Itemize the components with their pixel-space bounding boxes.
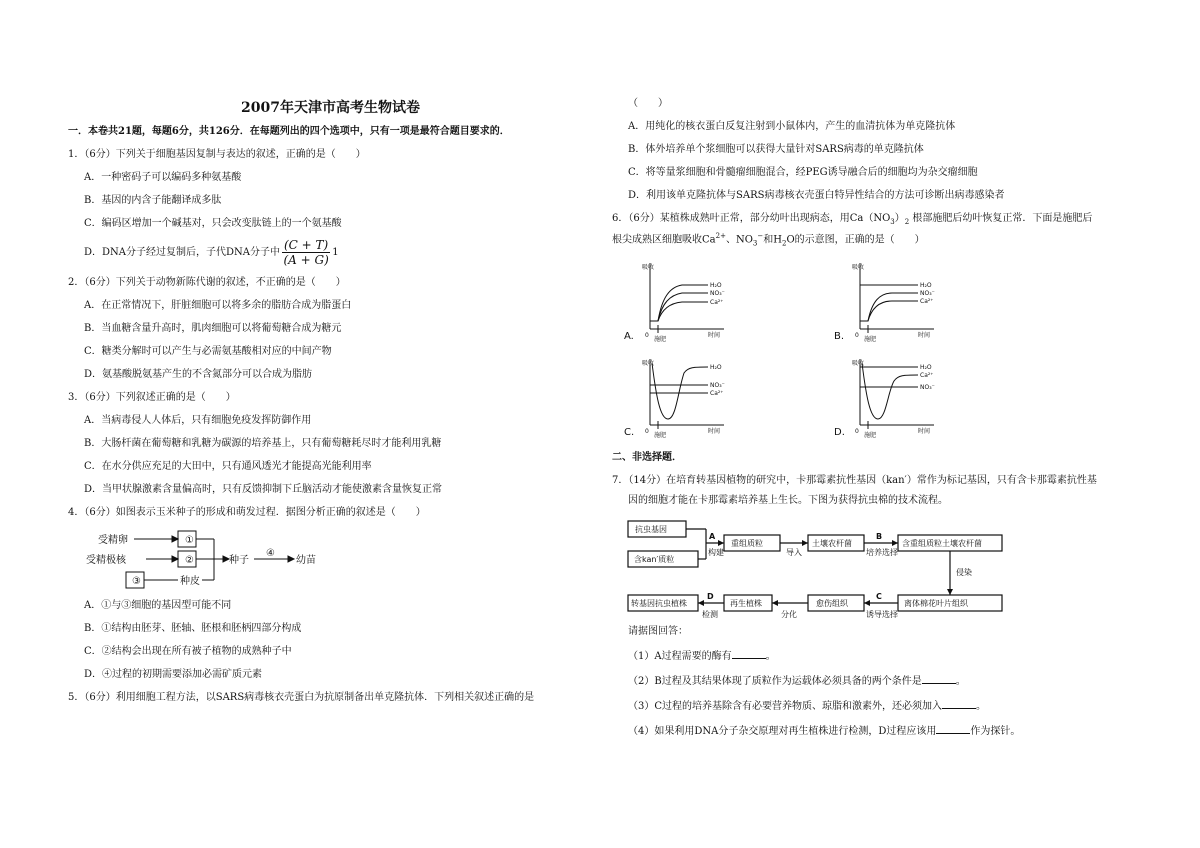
absorption-graphs (612, 259, 1137, 449)
no3-label: NO₃⁻ (920, 290, 935, 298)
label-n3: ③ (132, 576, 141, 587)
answer-blank[interactable] (732, 648, 766, 659)
question-5-stem: 5．（6分）利用细胞工程方法，以SARS病毒核衣壳蛋白为抗原制备出单克隆抗体．下列相关叙述正确的是 (68, 692, 535, 703)
left-column (68, 97, 593, 714)
box-plasmid: 含kan′质粒 (634, 555, 675, 565)
page-title: 2007年天津市高考生物试卷 (241, 100, 420, 116)
no3-label: NO₃⁻ (710, 290, 725, 298)
box-final: 转基因抗虫植株 (631, 599, 687, 609)
answer-blank[interactable] (922, 673, 956, 684)
q5-option-a: A．用纯化的核衣蛋白反复注射到小鼠体内，产生的血清抗体为单克隆抗体 (628, 121, 956, 132)
box-callus: 愈伤组织 (816, 599, 848, 609)
question-6-stem: 6．（6分）某植株成熟叶正常，部分幼叶出现病态，用$Ca(NO_3)_2$ 根部施肥后幼叶恢复正常．下面是施肥后 根尖成熟区细胞吸收$Ca^{2+}$、$NO_3^-$和$H_2O$的示意图，正确的是（ ） (612, 213, 1093, 248)
box-leaf: 离体棉花叶片组织 (904, 599, 968, 609)
zero-label: 0 (855, 332, 859, 340)
q5-option-d: D．利用该单克隆抗体与SARS病毒核衣壳蛋白特异性结合的方法可诊断出病毒感染者 (628, 190, 1005, 201)
seed-formation-diagram (84, 529, 344, 595)
label-seedling: 幼苗 (296, 555, 316, 566)
x-label: 时间 (708, 428, 721, 436)
q3-option-d: D．当甲状腺激素含量偏高时，只有反馈抑制下丘脑活动才能使激素含量恢复正常 (84, 484, 443, 495)
x-label: 时间 (708, 332, 721, 340)
q4-option-a: A．①与③细胞的基因型可能不同 (84, 600, 232, 611)
section-heading-1: 一．本卷共21题，每题6分，共126分．在每题列出的四个选项中，只有一项是最符合题目要求的． (68, 126, 510, 137)
h2o-label: H₂O (710, 364, 722, 372)
question-2-stem: 2．（6分）下列关于动物新陈代谢的叙述，不正确的是（ ） (68, 277, 346, 288)
q2-option-a: A．在正常情况下，肝脏细胞可以将多余的脂肪合成为脂蛋白 (84, 300, 352, 311)
box-regen: 再生植株 (730, 599, 762, 609)
q7-subquestion-2: （2）B过程及其结果体现了质粒作为运载体必须具备的两个条件是 。 (628, 673, 1137, 689)
q2-option-c: C．糖类分解时可以产生与必需氨基酸相对应的中间产物 (84, 346, 332, 357)
label-seed-coat: 种皮 (180, 576, 200, 587)
step-d: D (707, 592, 714, 602)
q7-prompt: 请据图回答： (628, 626, 688, 638)
cotton-flowchart (626, 517, 1006, 621)
section-heading-2: 二、非选择题． (612, 452, 682, 464)
ca-label: Ca²⁺ (920, 298, 934, 306)
q5-option-c: C．将等量浆细胞和骨髓瘤细胞混合，经PEG诱导融合后的细胞均为杂交瘤细胞 (628, 167, 978, 178)
h2o-label: H₂O (710, 282, 722, 290)
step-import: 导入 (786, 548, 802, 558)
question-4-stem: 4．（6分）如图表示玉米种子的形成和萌发过程．据图分析正确的叙述是（ ） (68, 507, 426, 518)
question-1-stem: 1．（6分）下列关于细胞基因复制与表达的叙述，正确的是（ ） (68, 149, 366, 160)
step-a: A (709, 532, 716, 542)
label-n1: ① (185, 535, 194, 546)
graph-c-label: C. (624, 427, 635, 439)
answer-blank[interactable] (936, 723, 970, 734)
box-agro: 土壤农杆菌 (812, 539, 852, 549)
answer-blank[interactable] (942, 698, 976, 709)
question-7-stem-2: 因的细胞才能在卡那霉素培养基上生长。下图为获得抗虫棉的技术流程。 (628, 495, 948, 507)
zero-label: 0 (855, 428, 859, 436)
graph-d (834, 359, 935, 439)
step-detect: 检测 (702, 610, 718, 620)
label-fertilized-polar: 受精极核 (86, 555, 126, 566)
step-infect: 侵染 (956, 568, 972, 578)
box-gene: 抗虫基因 (635, 525, 667, 535)
zero-label: 0 (645, 428, 649, 436)
no3-label: NO₃⁻ (920, 384, 935, 392)
question-3-stem: 3．（6分）下列叙述正确的是（ ） (68, 392, 236, 403)
ca-label: Ca²⁺ (710, 299, 724, 307)
fert-label: 施肥 (654, 336, 667, 344)
y-label: 吸收 (852, 360, 865, 368)
label-fertilized-egg: 受精卵 (98, 535, 128, 546)
step-diff: 分化 (781, 610, 797, 620)
fert-label: 施肥 (654, 432, 667, 440)
graph-a-label: A. (624, 331, 634, 343)
q7-subquestion-1: （1）A过程需要的酶有 。 (628, 648, 1137, 664)
fert-label: 施肥 (864, 432, 877, 440)
right-column (612, 97, 1137, 748)
graph-a (624, 263, 725, 343)
x-label: 时间 (918, 428, 931, 436)
h2o-label: H₂O (920, 282, 932, 290)
q1-option-b: B．基因的内含子能翻译成多肽 (84, 195, 222, 206)
q1-option-d: D．DNA分子经过复制后，子代DNA分子中 $\frac{(C + T)}{(A + G)}$ 1 (84, 238, 339, 267)
x-label: 时间 (918, 332, 931, 340)
y-label: 吸收 (852, 264, 865, 272)
q4-option-d: D．④过程的初期需要添加必需矿质元素 (84, 669, 263, 680)
q1-option-c: C．编码区增加一个碱基对，只会改变肽链上的一个氨基酸 (84, 218, 342, 229)
step-c: C (876, 592, 882, 602)
q7-subquestion-3: （3）C过程的培养基除含有必要营养物质、琼脂和激素外，还必须加入 。 (628, 698, 1137, 714)
graph-c (624, 359, 725, 439)
graph-b (834, 263, 935, 343)
ca-label: Ca²⁺ (710, 390, 724, 398)
q5-option-b: B．体外培养单个浆细胞可以获得大量针对SARS病毒的单克隆抗体 (628, 144, 924, 155)
label-n4: ④ (266, 548, 275, 559)
q4-option-b: B．①结构由胚芽、胚轴、胚根和胚柄四部分构成 (84, 623, 302, 634)
label-n2: ② (185, 555, 194, 566)
step-induce: 诱导选择 (866, 610, 898, 620)
fert-label: 施肥 (864, 336, 877, 344)
q3-option-c: C．在水分供应充足的大田中，只有通风透光才能提高光能利用率 (84, 461, 372, 472)
q4-option-c: C．②结构会出现在所有被子植物的成熟种子中 (84, 646, 292, 657)
fraction: $\frac{(C + T)}{(A + G)}$ (283, 238, 329, 267)
q2-option-b: B．当血糖含量升高时，肌肉细胞可以将葡萄糖合成为糖元 (84, 323, 342, 334)
h2o-label: H₂O (920, 364, 932, 372)
box-recomb-agro: 含重组质粒土壤农杆菌 (902, 539, 982, 549)
q2-option-d: D．氨基酸脱氨基产生的不含氮部分可以合成为脂肪 (84, 369, 313, 380)
q1-option-a: A．一种密码子可以编码多种氨基酸 (84, 172, 242, 183)
q3-option-a: A．当病毒侵人人体后，只有细胞免疫发挥防御作用 (84, 415, 312, 426)
step-build: 构建 (708, 548, 724, 558)
q5-paren: （ ） (628, 98, 668, 109)
zero-label: 0 (645, 332, 649, 340)
ca-label: Ca²⁺ (920, 372, 934, 380)
y-label: 吸收 (642, 264, 655, 272)
step-culture: 培养选择 (866, 548, 898, 558)
graph-d-label: D. (834, 427, 845, 439)
y-label: 吸收 (642, 360, 655, 368)
q7-subquestion-4: （4）如果利用DNA分子杂交原理对再生植株进行检测，D过程应该用 作为探针。 (628, 723, 1137, 739)
question-7-stem-1: 7．（14分）在培育转基因植物的研究中，卡那霉素抗性基因（kan′）常作为标记基因，只有含卡那霉素抗性基 (612, 475, 1097, 487)
no3-label: NO₃⁻ (710, 382, 725, 390)
step-b: B (876, 532, 883, 542)
box-recomb: 重组质粒 (731, 539, 763, 549)
label-seed: 种子 (229, 555, 249, 566)
q3-option-b: B．大肠杆菌在葡萄糖和乳糖为碳源的培养基上，只有葡萄糖耗尽时才能利用乳糖 (84, 438, 442, 449)
graph-b-label: B. (834, 331, 845, 343)
